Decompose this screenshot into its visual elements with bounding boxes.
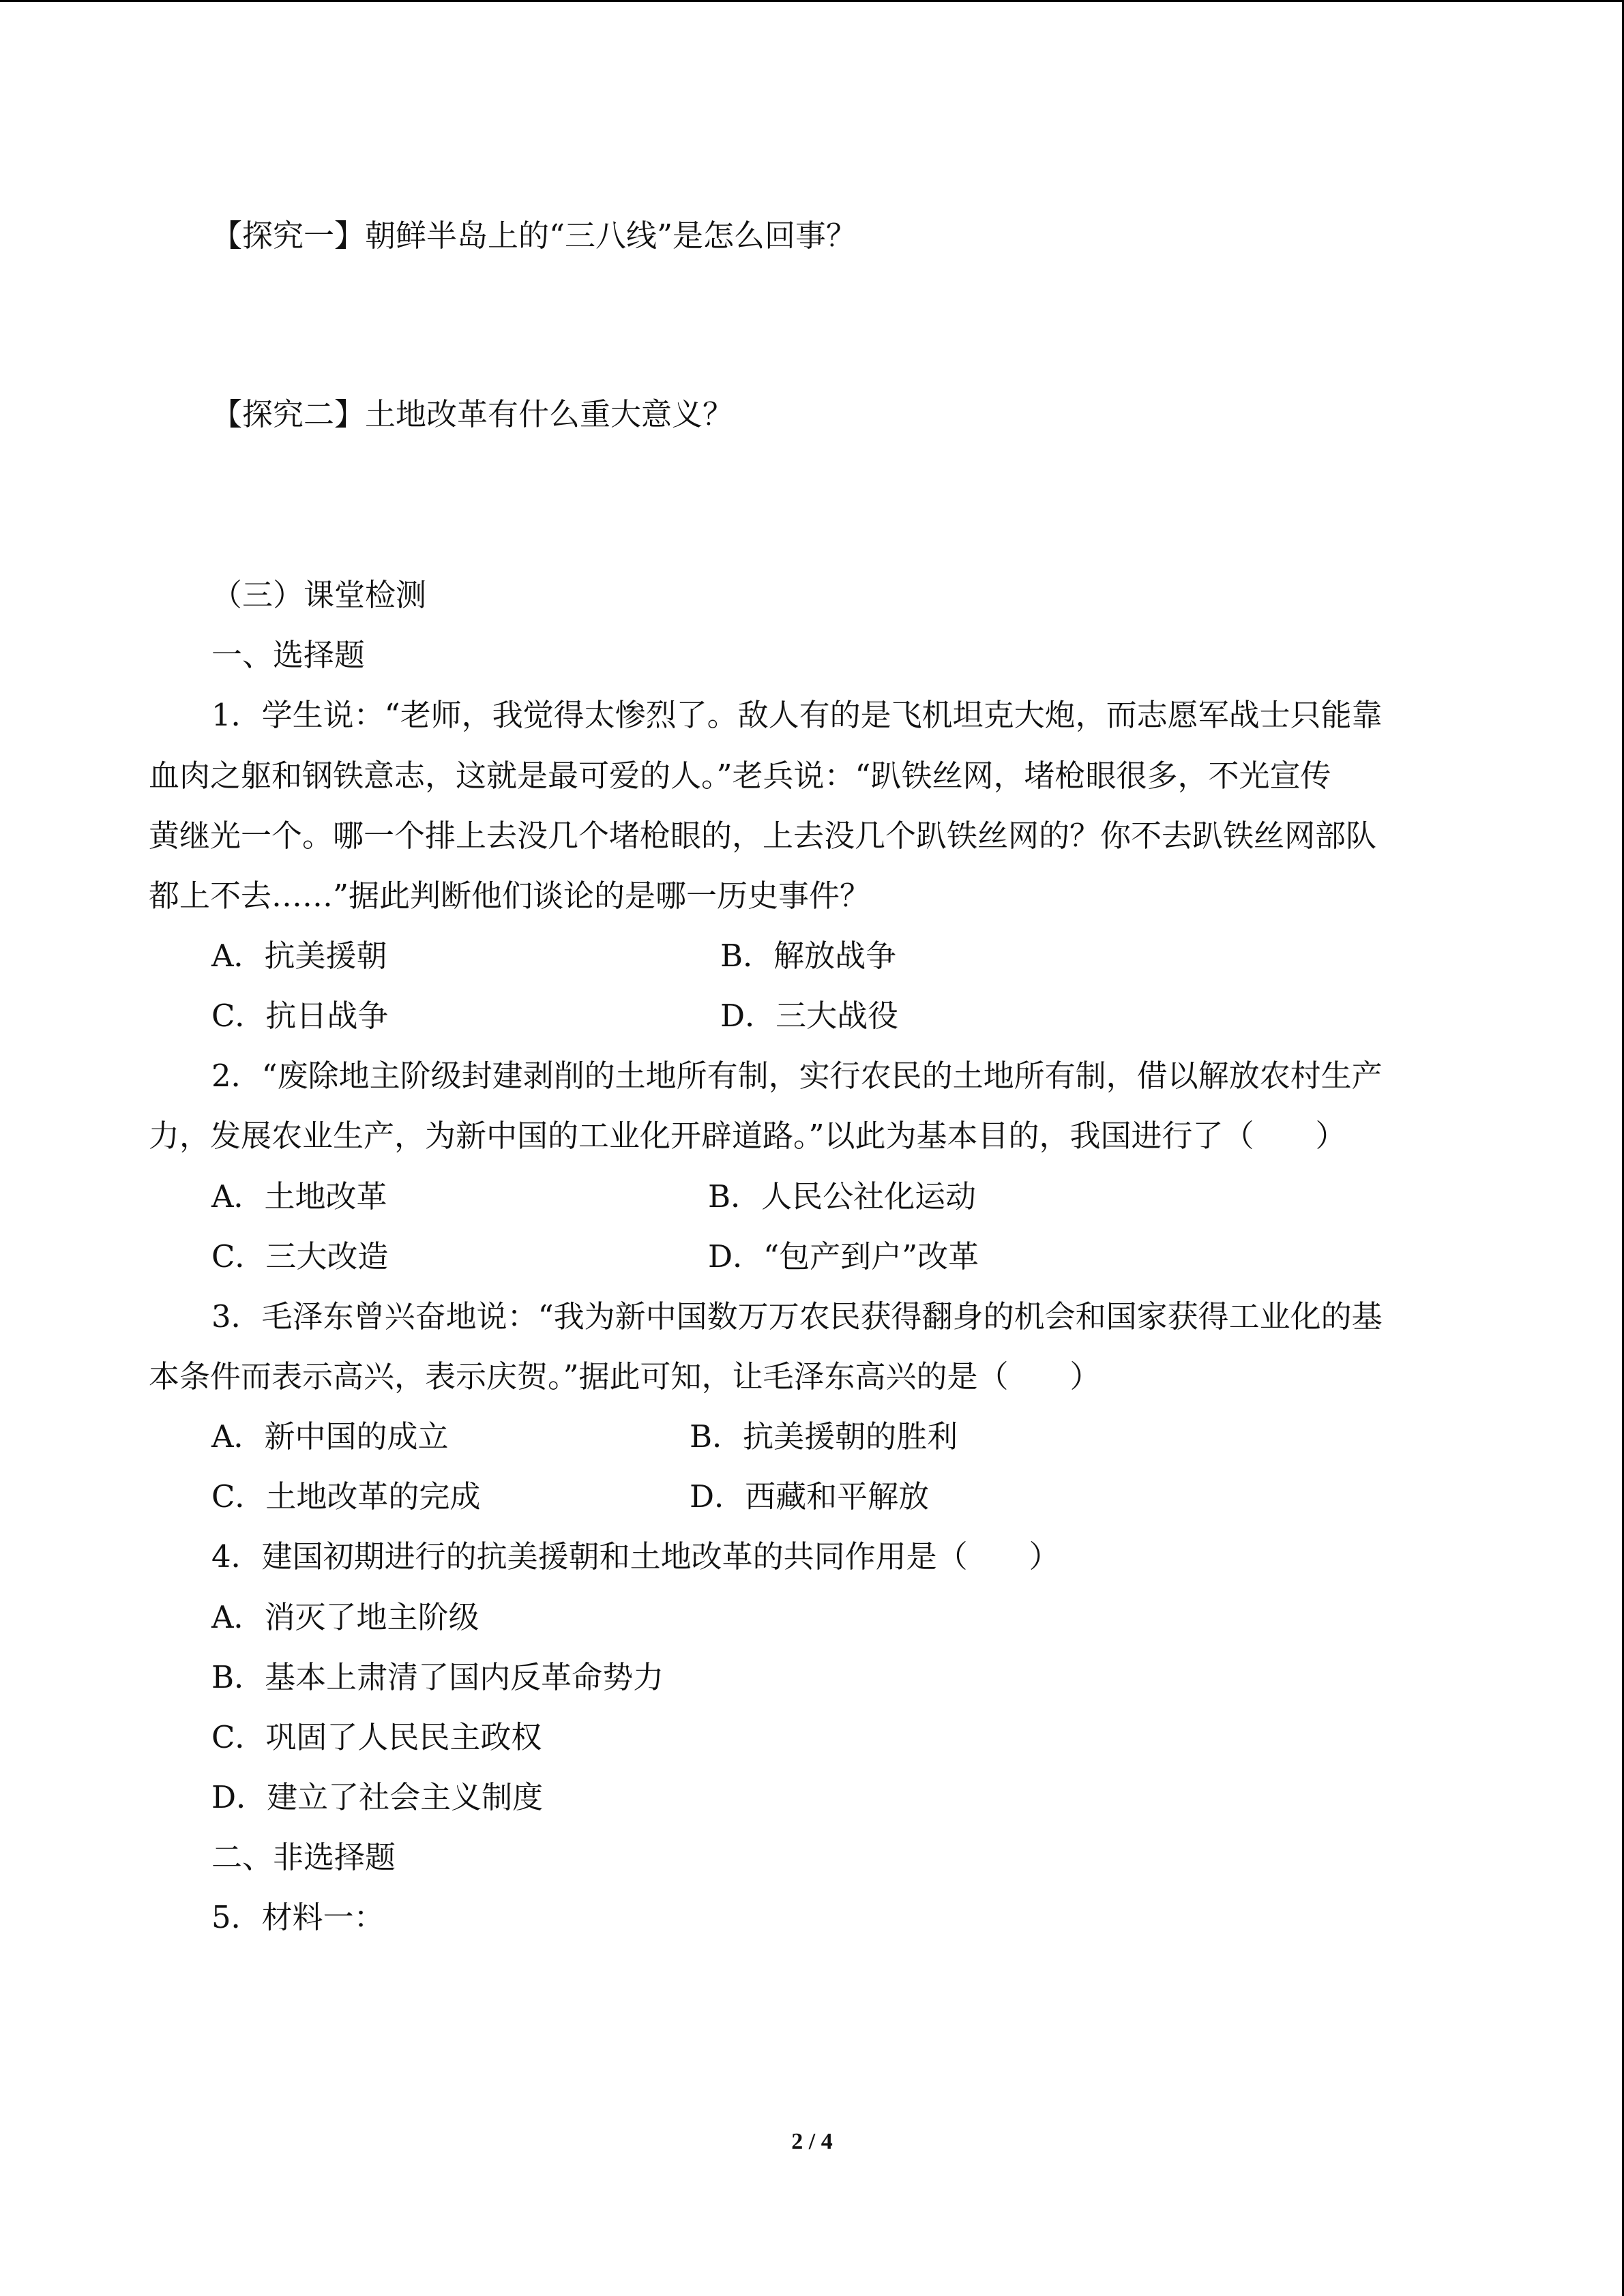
part-heading-nonchoice: 二、非选择题 <box>211 1839 396 1875</box>
question-5-stem: 5．材料一： <box>211 1899 385 1935</box>
page-top-border <box>0 0 1624 2</box>
question-1-line-4: 都上不去……”据此判断他们谈论的是哪一历史事件？ <box>149 878 871 914</box>
question-1-option-d: D．三大战役 <box>720 998 899 1034</box>
section-heading: （三）课堂检测 <box>211 577 427 613</box>
question-2-line-2: 力，发展农业生产，为新中国的工业化开辟道路。”以此为基本目的，我国进行了（ ） <box>149 1118 1346 1154</box>
question-3-line-1: 3．毛泽东曾兴奋地说：“我为新中国数万万农民获得翻身的机会和国家获得工业化的基 <box>211 1298 1383 1335</box>
question-1-option-a: A．抗美援朝 <box>211 938 387 974</box>
question-1-line-1: 1．学生说：“老师，我觉得太惨烈了。敌人有的是飞机坦克大炮，而志愿军战士只能靠 <box>211 697 1383 733</box>
question-4-stem: 4．建国初期进行的抗美援朝和土地改革的共同作用是（ ） <box>211 1538 1060 1575</box>
part-heading-choice: 一、选择题 <box>211 637 366 673</box>
page-number: 2 / 4 <box>791 2129 833 2154</box>
question-4-option-c: C．巩固了人民民主政权 <box>211 1719 542 1755</box>
question-4-option-a: A．消灭了地主阶级 <box>211 1599 479 1635</box>
question-2-option-a: A．土地改革 <box>211 1178 387 1214</box>
question-3-line-2: 本条件而表示高兴，表示庆贺。”据此可知，让毛泽东高兴的是（ ） <box>149 1358 1101 1395</box>
inquiry-1: 【探究一】朝鲜半岛上的“三八线”是怎么回事？ <box>211 218 857 254</box>
question-3-option-b: B．抗美援朝的胜利 <box>690 1418 958 1455</box>
question-4-option-d: D．建立了社会主义制度 <box>211 1779 544 1815</box>
question-3-option-c: C．土地改革的完成 <box>211 1478 481 1515</box>
question-1-option-c: C．抗日战争 <box>211 998 389 1034</box>
question-3-option-a: A．新中国的成立 <box>211 1418 449 1455</box>
question-1-option-b: B．解放战争 <box>720 938 897 974</box>
question-2-option-d: D．“包产到户”改革 <box>708 1238 979 1274</box>
question-4-option-b: B．基本上肃清了国内反革命势力 <box>211 1659 664 1695</box>
question-2-option-b: B．人民公社化运动 <box>708 1178 977 1214</box>
inquiry-2: 【探究二】土地改革有什么重大意义？ <box>211 396 734 432</box>
question-1-line-2: 血肉之躯和钢铁意志，这就是最可爱的人。”老兵说：“趴铁丝网，堵枪眼很多，不光宣传 <box>149 758 1331 794</box>
question-3-option-d: D．西藏和平解放 <box>690 1478 930 1515</box>
question-2-option-c: C．三大改造 <box>211 1238 389 1274</box>
question-2-line-1: 2．“废除地主阶级封建剥削的土地所有制，实行农民的土地所有制，借以解放农村生产 <box>211 1058 1383 1094</box>
question-1-line-3: 黄继光一个。哪一个排上去没几个堵枪眼的，上去没几个趴铁丝网的？你不去趴铁丝网部队 <box>149 818 1377 854</box>
